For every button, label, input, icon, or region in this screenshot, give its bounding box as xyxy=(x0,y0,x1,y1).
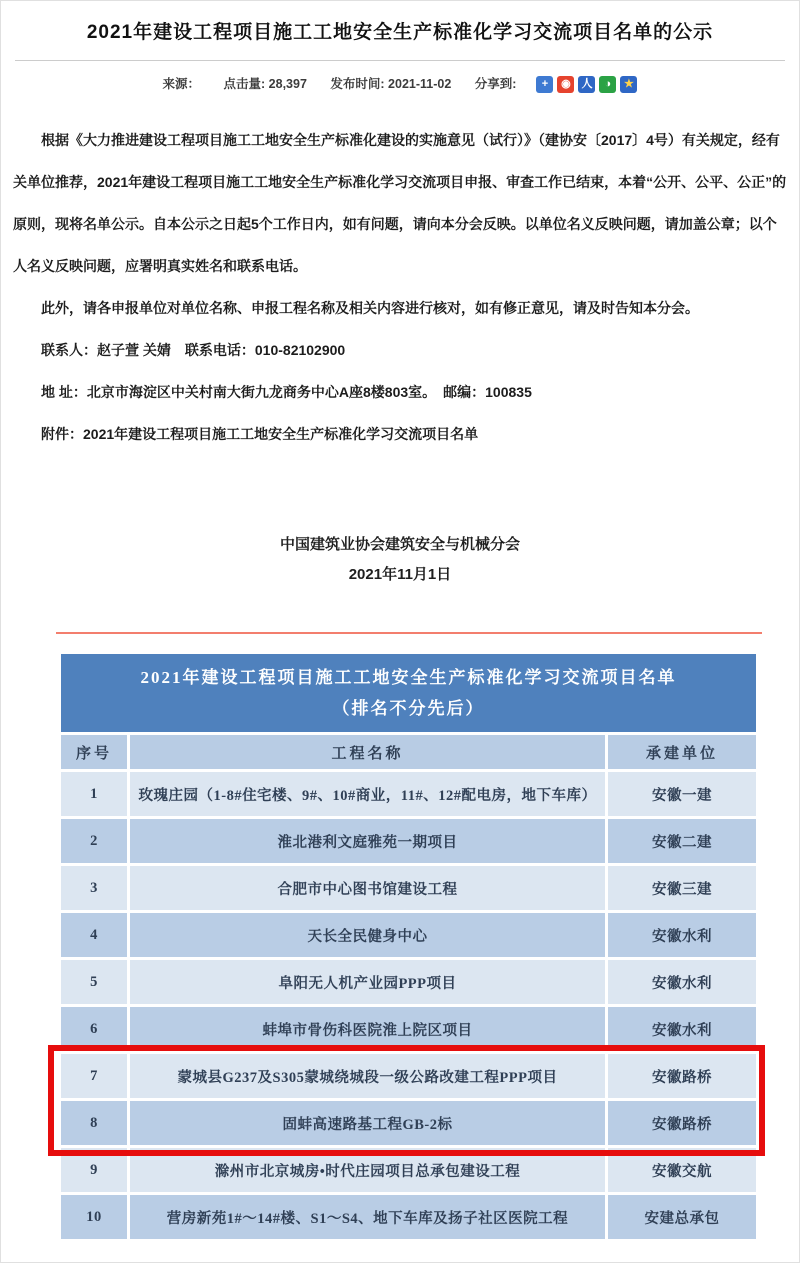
row-name-cell: 蚌埠市骨伤科医院淮上院区项目 xyxy=(130,1007,605,1051)
row-name-cell: 蒙城县G237及S305蒙城绕城段一级公路改建工程PPP项目 xyxy=(130,1054,605,1098)
row-seq-cell: 5 xyxy=(61,960,127,1004)
source-label: 来源： xyxy=(162,77,201,91)
row-name-cell: 天长全民健身中心 xyxy=(130,913,605,957)
column-header-name: 工程名称 xyxy=(130,735,605,769)
share-label: 分享到: xyxy=(474,77,517,91)
clicks-count: 点击量: 28,397 xyxy=(223,77,307,91)
row-name-cell: 阜阳无人机产业园PPP项目 xyxy=(130,960,605,1004)
table-row xyxy=(61,1195,756,1239)
table-row xyxy=(61,772,756,816)
row-name-cell: 滁州市北京城房•时代庄园项目总承包建设工程 xyxy=(130,1148,605,1192)
table-row xyxy=(61,1101,756,1145)
table-title-row xyxy=(61,654,756,732)
row-unit-cell: 安徽水利 xyxy=(608,960,756,1004)
row-seq-cell: 4 xyxy=(61,913,127,957)
column-header-unit: 承建单位 xyxy=(608,735,756,769)
row-unit-cell: 安徽一建 xyxy=(608,772,756,816)
row-name-cell: 合肥市中心图书馆建设工程 xyxy=(130,866,605,910)
row-unit-cell: 安徽水利 xyxy=(608,1007,756,1051)
publish-date-line: 2021年11月1日 xyxy=(348,566,452,584)
table-title-line2: （排名不分先后） xyxy=(332,699,485,719)
table-title xyxy=(61,654,756,732)
table-column-header-row xyxy=(61,735,756,769)
row-seq-cell: 3 xyxy=(61,866,127,910)
qzone-icon[interactable]: ★ xyxy=(620,76,637,93)
meta-bar xyxy=(1,74,799,93)
row-seq-cell: 1 xyxy=(61,772,127,816)
row-name-cell: 玫瑰庄园（1-8#住宅楼、9#、10#商业，11#、12#配电房，地下车库） xyxy=(130,772,605,816)
row-unit-cell: 安建总承包 xyxy=(608,1195,756,1239)
contact-line: 联系人：赵子萱 关婧 联系电话：010-82102900 xyxy=(41,342,346,359)
project-table-body xyxy=(61,772,756,1239)
row-seq-cell: 10 xyxy=(61,1195,127,1239)
share-icons xyxy=(536,76,637,93)
table-title-line1: 2021年建设工程项目施工工地安全生产标准化学习交流项目名单 xyxy=(140,667,677,687)
row-seq-cell: 9 xyxy=(61,1148,127,1192)
row-unit-cell: 安徽路桥 xyxy=(608,1101,756,1145)
table-row xyxy=(61,819,756,863)
row-unit-cell: 安徽路桥 xyxy=(608,1054,756,1098)
row-seq-cell: 8 xyxy=(61,1101,127,1145)
table-row xyxy=(61,913,756,957)
row-seq-cell: 2 xyxy=(61,819,127,863)
body-paragraph-1: 根据《大力推进建设工程项目施工工地安全生产标准化建设的实施意见（试行）》（建协安〔2017〕4号）有关规定，经有关单位推荐，2021年建设工程项目施工工地安全生产标准化学习交流项目申报、审查工作已结束，本着“公开、公平、公正”的原则，现将名单公示。自本公示之日起5个工作日内，如有问题，请向本分会反映。以单位名义反映问题，请加盖公章；以个人名义反映问题，应署明真实姓名和联系电话。 xyxy=(13,132,787,275)
organization-name: 中国建筑业协会建筑安全与机械分会 xyxy=(279,536,520,554)
row-seq-cell: 6 xyxy=(61,1007,127,1051)
row-name-cell: 固蚌高速路基工程GB-2标 xyxy=(130,1101,605,1145)
tencent-weibo-icon[interactable]: 人 xyxy=(578,76,595,93)
document-body xyxy=(1,119,799,455)
column-header-seq: 序号 xyxy=(61,735,127,769)
table-row xyxy=(61,960,756,1004)
table-row xyxy=(61,1054,756,1098)
row-unit-cell: 安徽水利 xyxy=(608,913,756,957)
table-row xyxy=(61,866,756,910)
row-unit-cell: 安徽交航 xyxy=(608,1148,756,1192)
attachment-line: 附件：2021年建设工程项目施工工地安全生产标准化学习交流项目名单 xyxy=(41,426,479,443)
title-divider xyxy=(15,60,785,61)
row-name-cell: 营房新苑1#～14#楼、S1～S4、地下车库及扬子社区医院工程 xyxy=(130,1195,605,1239)
row-seq-cell: 7 xyxy=(61,1054,127,1098)
publish-date: 发布时间: 2021-11-02 xyxy=(330,77,452,91)
red-divider-line xyxy=(56,632,762,634)
weibo-icon[interactable]: ◉ xyxy=(557,76,574,93)
project-list-table xyxy=(58,651,759,1242)
table-row xyxy=(61,1007,756,1051)
wechat-icon[interactable]: ◑ xyxy=(599,76,616,93)
row-name-cell: 淮北港利文庭雅苑一期项目 xyxy=(130,819,605,863)
body-paragraph-2: 此外，请各申报单位对单位名称、申报工程名称及相关内容进行核对，如有修正意见，请及时告知本分会。 xyxy=(41,300,699,317)
address-line: 地 址：北京市海淀区中关村南大街九龙商务中心A座8楼803室。 邮编：100835 xyxy=(41,384,532,401)
row-unit-cell: 安徽二建 xyxy=(608,819,756,863)
row-unit-cell: 安徽三建 xyxy=(608,866,756,910)
table-row xyxy=(61,1148,756,1192)
page-title: 2021年建设工程项目施工工地安全生产标准化学习交流项目名单的公示 xyxy=(86,22,714,43)
share-more-icon[interactable]: + xyxy=(536,76,553,93)
